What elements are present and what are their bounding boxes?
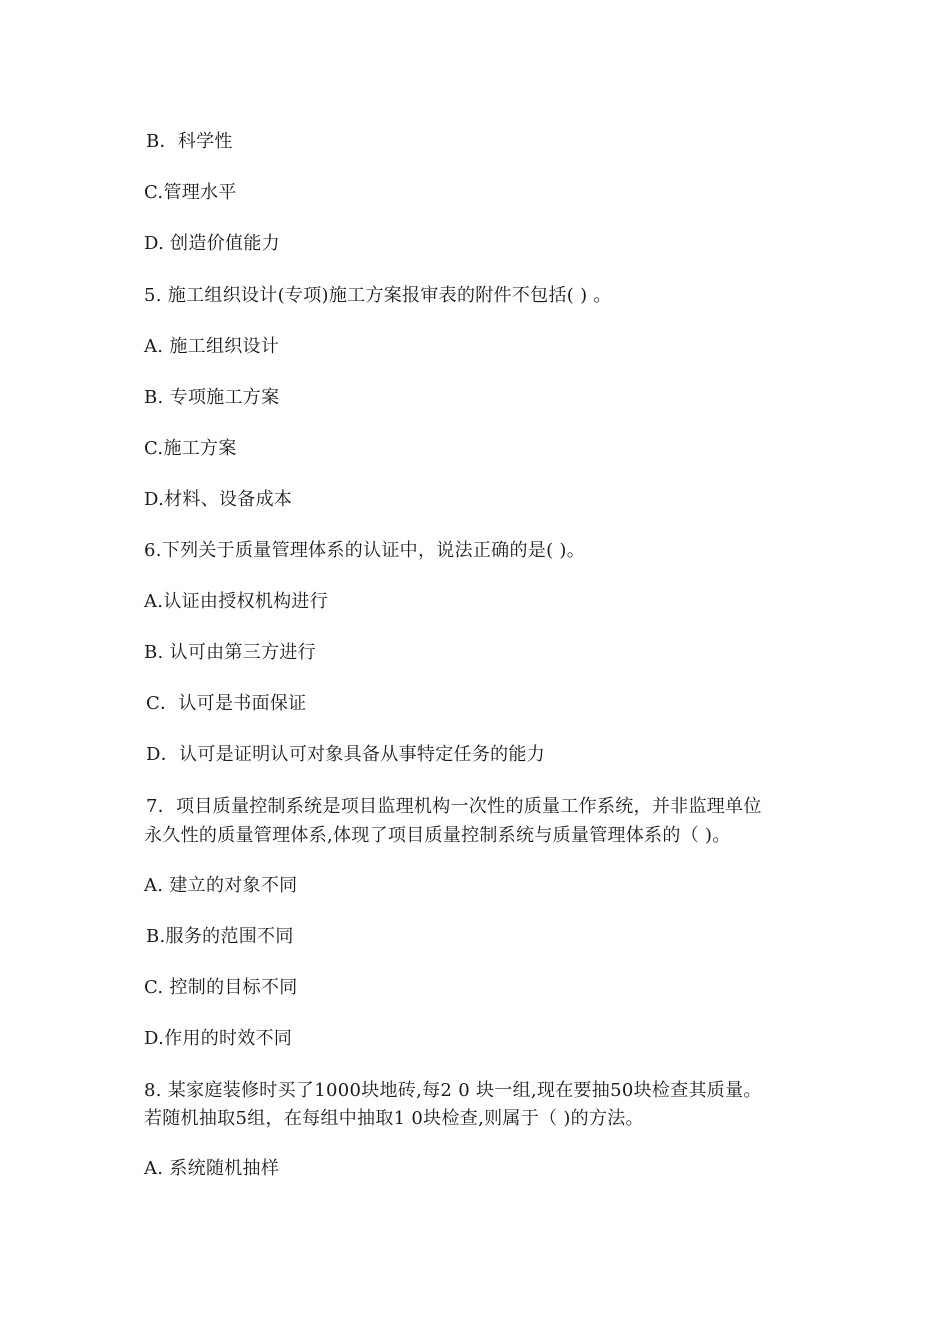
- option-7a: A. 建立的对象不同: [144, 875, 298, 896]
- question-8-line-1: 8. 某家庭装修时买了1000块地砖,每2 0 块一组,现在要抽50块检查其质量。: [144, 1080, 762, 1101]
- option-8a: A. 系统随机抽样: [144, 1158, 280, 1179]
- option-4b: B．科学性: [146, 131, 233, 152]
- option-5d: D.材料、设备成本: [144, 489, 293, 510]
- question-7-line-2: 永久性的质量管理体系,体现了项目质量控制系统与质量管理体系的（ )。: [144, 825, 731, 846]
- option-7c: C. 控制的目标不同: [144, 977, 298, 998]
- option-6d: D．认可是证明认可对象具备从事特定任务的能力: [146, 744, 546, 765]
- option-6a: A.认证由授权机构进行: [144, 591, 329, 612]
- option-7d: D.作用的时效不同: [144, 1028, 293, 1049]
- option-7b: B.服务的范围不同: [146, 926, 294, 947]
- option-6b: B. 认可由第三方进行: [144, 642, 316, 663]
- option-4c: C.管理水平: [144, 182, 237, 203]
- option-5b: B. 专项施工方案: [144, 387, 280, 408]
- option-5c: C.施工方案: [144, 438, 237, 459]
- question-5: 5. 施工组织设计(专项)施工方案报审表的附件不包括( ) 。: [144, 285, 612, 306]
- option-6c: C．认可是书面保证: [146, 693, 307, 714]
- question-7-line-1: 7．项目质量控制系统是项目监理机构一次性的质量工作系统，并非监理单位: [146, 796, 762, 817]
- question-6: 6.下列关于质量管理体系的认证中，说法正确的是( )。: [144, 540, 586, 561]
- question-8-line-2: 若随机抽取5组，在每组中抽取1 0块检查,则属于（ )的方法。: [144, 1108, 644, 1129]
- option-5a: A. 施工组织设计: [144, 336, 280, 357]
- option-4d: D. 创造价值能力: [144, 233, 280, 254]
